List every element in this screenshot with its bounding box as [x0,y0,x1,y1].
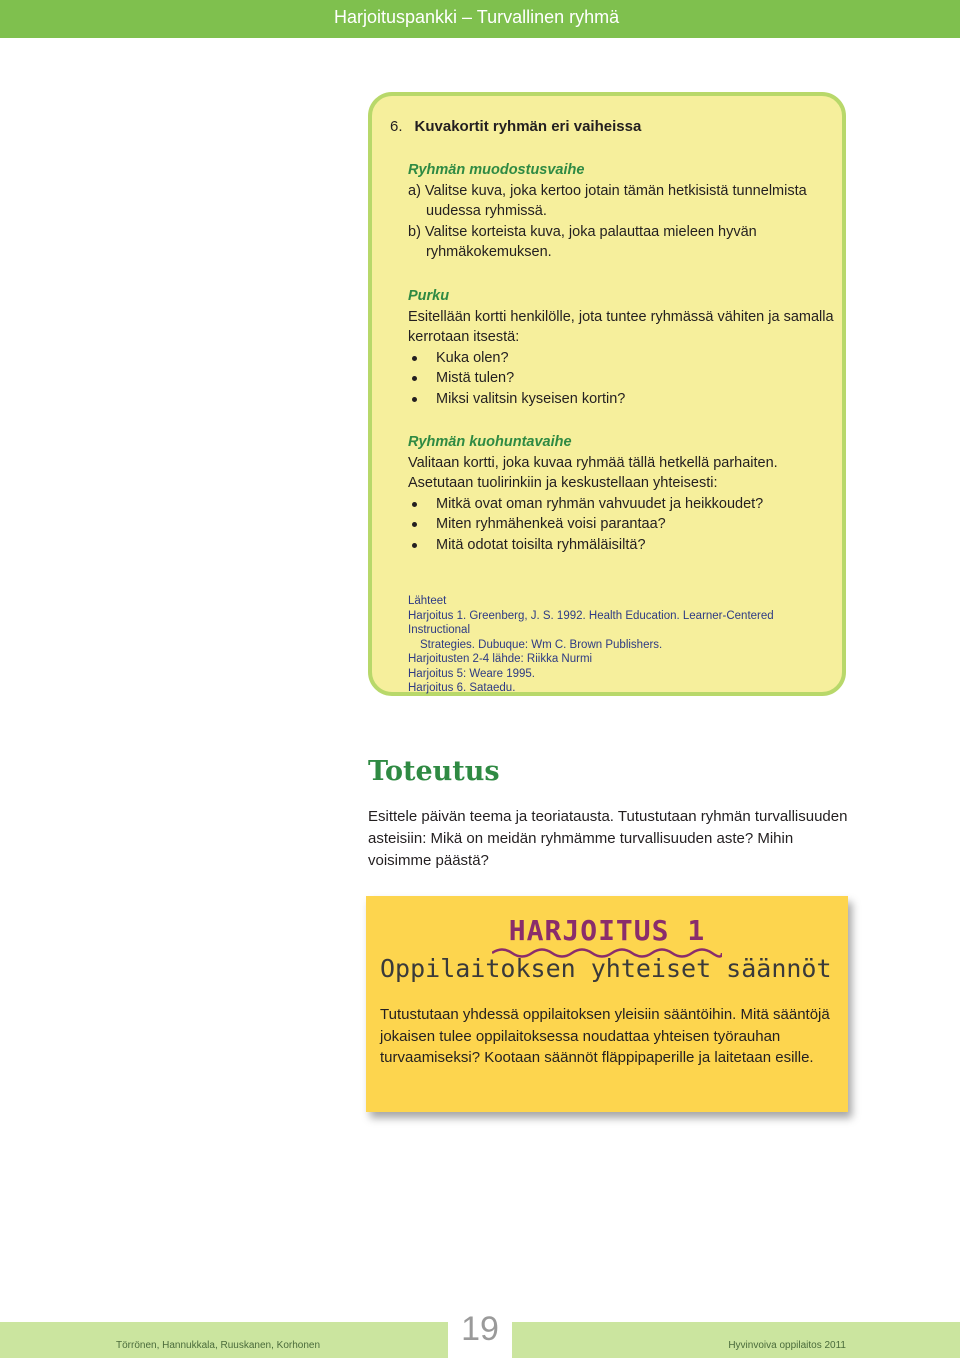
section-heading: Ryhmän muodostusvaihe [408,162,585,178]
footer-publication: Hyvinvoiva oppilaitos 2011 [728,1340,846,1351]
list-item: Mitä odotat toisilta ryhmäläisiltä? [408,535,838,556]
list-item: Mistä tulen? [408,368,838,389]
toteutus-title: Toteutus [368,756,500,787]
item-a: a) Valitse kuva, joka kertoo jotain tämän hetkisistä tunnelmista uudessa ryhmissä. [408,182,807,219]
source-line: Harjoitus 6. Sataedu. [408,682,516,694]
card-title-text: Kuvakortit ryhmän eri vaiheissa [414,118,642,135]
list-item: Kuka olen? [408,348,838,369]
header-bar [0,0,960,38]
header-title: Harjoituspankki – Turvallinen ryhmä [334,7,620,27]
list-item: Mitkä ovat oman ryhmän vahvuudet ja heikkoudet? [408,494,838,515]
section-storming [408,432,838,555]
section-text: Esitellään kortti henkilölle, jota tuntee ryhmässä vähiten ja samalla kerrotaan itsestä: [408,308,834,345]
item-b: b) Valitse korteista kuva, joka palauttaa mieleen hyvän ryhmäkokemuksen. [408,223,757,260]
card-title [390,118,641,135]
source-line: Strategies. Dubuque: Wm C. Brown Publishers. [420,638,663,651]
toteutus-text: Esittele päivän teema ja teoriatausta. Tutustutaan ryhmän turvallisuuden asteisiin: Mikä on meidän ryhmämme turvallisuuden aste? Mihin voisimme päästä? [368,808,848,869]
list-item: Miten ryhmähenkeä voisi parantaa? [408,514,838,535]
section-text: Valitaan kortti, joka kuvaa ryhmää tällä hetkellä parhaiten. [408,454,778,471]
source-line: Harjoitus 1. Greenberg, J. S. 1992. Health Education. Learner-Centered Instructional [408,609,774,636]
section-text: Asetutaan tuolirinkiin ja keskustellaan yhteisesti: [408,475,718,491]
sources-heading: Lähteet [408,595,447,607]
bullet-list [408,348,838,410]
harjoitus-label: HARJOITUS 1 [508,914,706,947]
bullet-list [408,494,838,556]
sources [408,594,838,696]
exercise-card [368,92,846,696]
section-formation [408,160,838,263]
footer-authors: Törrönen, Hannukkala, Ruuskanen, Korhonen [116,1340,321,1351]
source-line: Harjoitusten 2-4 lähde: Riikka Nurmi [408,653,593,665]
page-number: 19 [448,1300,512,1358]
harjoitus-text: Tutustutaan yhdessä oppilaitoksen yleisiin sääntöihin. Mitä sääntöjä jokaisen tulee oppilaitoksessa noudattaa yhteisen työrauhan turvaamiseksi? Kootaan säännöt fläppipaperille ja laitetaan esille. [380,1006,830,1066]
list-item: Miksi valitsin kyseisen kortin? [408,389,838,410]
section-heading: Ryhmän kuohuntavaihe [408,434,572,450]
harjoitus-note [366,896,848,1112]
source-line: Harjoitus 5: Weare 1995. [408,667,535,680]
harjoitus-title: Oppilaitoksen yhteiset säännöt [380,954,832,983]
card-number: 6. [390,118,403,135]
section-purku [408,286,838,409]
section-heading: Purku [408,288,450,304]
footer [0,1300,960,1358]
